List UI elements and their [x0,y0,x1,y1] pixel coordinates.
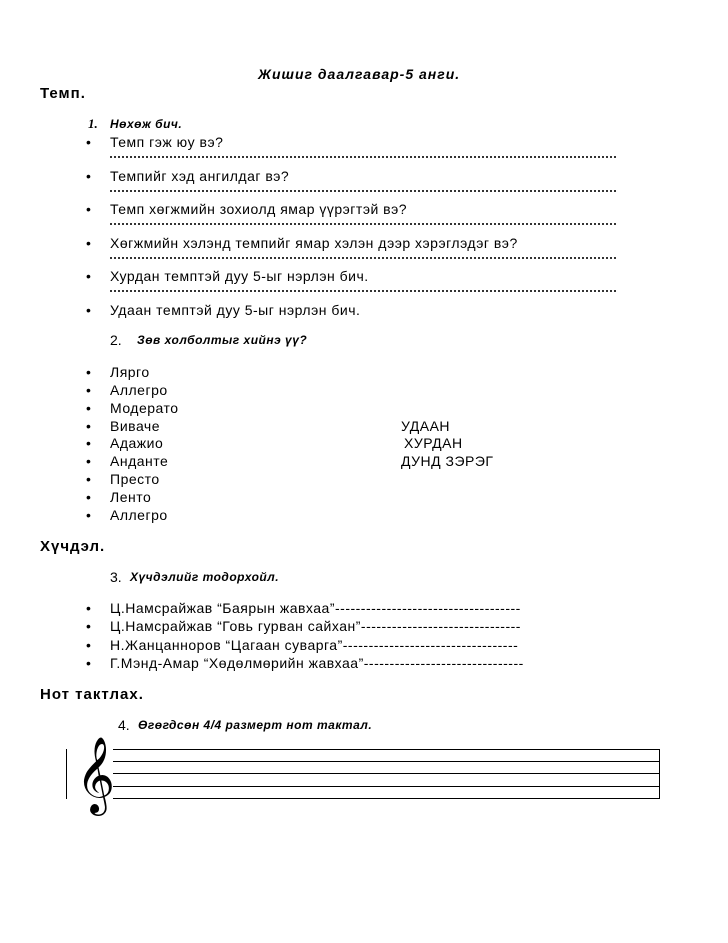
staff-line-5 [113,798,659,799]
section-heading-tempo: Темп. [40,85,86,102]
section-heading-character: Хүчдэл. [40,538,106,555]
task2-label: Зөв холболтыг хийнэ үү? [137,333,308,347]
task1-label: Нөхөж бич. [110,117,183,131]
answer-line-3[interactable] [110,217,616,225]
task3-label: Хүчдэлийг тодорхойл. [130,570,280,584]
task1-question-4: Хөгжмийн хэлэнд темпийг ямар хэлэн дээр хэрэглэдэг вэ? [110,235,518,251]
answer-moderate: ДУНД ЗЭРЭГ [401,453,494,469]
bullet-icon: • [86,637,91,653]
bullet-icon: • [86,268,91,284]
staff-right-bar [659,749,660,799]
bullet-icon: • [86,618,91,634]
song-item-3: Н.Жанцанноров “Цагаан суварга”---------------------------------- [110,637,519,653]
task4-number: 4. [118,717,130,733]
tempo-term-5: Адажио [110,435,164,451]
bullet-icon: • [86,471,91,487]
bullet-icon: • [86,302,91,318]
bullet-icon: • [86,655,91,671]
tempo-term-8: Ленто [110,489,152,505]
task1-question-2: Темпийг хэд ангилдаг вэ? [110,168,290,184]
tempo-term-3: Модерато [110,400,179,416]
staff-line-4 [113,786,659,787]
bullet-icon: • [86,168,91,184]
song-item-4: Г.Мэнд-Амар “Хөдөлмөрийн жавхаа”------------------------------- [110,655,524,671]
task1-number: 1. [88,116,98,131]
section-heading-notes: Нот тактлах. [40,686,144,703]
answer-line-5[interactable] [110,284,616,292]
task1-question-3: Темп хөгжмийн зохиолд ямар үүрэгтэй вэ? [110,201,408,217]
bullet-icon: • [86,600,91,616]
answer-line-2[interactable] [110,184,616,192]
treble-clef-icon: 𝄞 [76,736,116,813]
answer-line-4[interactable] [110,251,616,259]
bullet-icon: • [86,382,91,398]
staff-line-3 [113,773,659,774]
bullet-icon: • [86,400,91,416]
tempo-term-6: Анданте [110,453,169,469]
staff-line-1 [113,749,659,750]
task1-question-1: Темп гэж юу вэ? [110,134,224,150]
tempo-term-9: Аллегро [110,507,168,523]
song-item-2: Ц.Намсрайжав “Говь гурван сайхан”------------------------------- [110,618,521,634]
task3-number: 3. [110,569,122,585]
task2-number: 2. [110,332,122,348]
bullet-icon: • [86,364,91,380]
answer-slow: УДААН [401,418,451,434]
task1-question-5: Хурдан темптэй дуу 5-ыг нэрлэн бич. [110,268,369,284]
bullet-icon: • [86,489,91,505]
task1-question-6: Удаан темптэй дуу 5-ыг нэрлэн бич. [110,302,361,318]
bullet-icon: • [86,418,91,434]
staff-left-bar [66,749,67,799]
tempo-term-4: Виваче [110,418,160,434]
bullet-icon: • [86,235,91,251]
bullet-icon: • [86,201,91,217]
bullet-icon: • [86,507,91,523]
task4-label: Өгөгдсөн 4/4 размерт нот тактал. [138,718,373,732]
answer-line-1[interactable] [110,150,616,158]
tempo-term-1: Лярго [110,364,150,380]
staff-line-2 [113,761,659,762]
bullet-icon: • [86,134,91,150]
song-item-1: Ц.Намсрайжав “Баярын жавхаа”------------------------------------ [110,600,521,616]
tempo-term-2: Аллегро [110,382,168,398]
page-title: Жишиг даалгавар-5 анги. [258,66,461,82]
bullet-icon: • [86,453,91,469]
bullet-icon: • [86,435,91,451]
answer-fast: ХУРДАН [404,435,463,451]
tempo-term-7: Престо [110,471,160,487]
